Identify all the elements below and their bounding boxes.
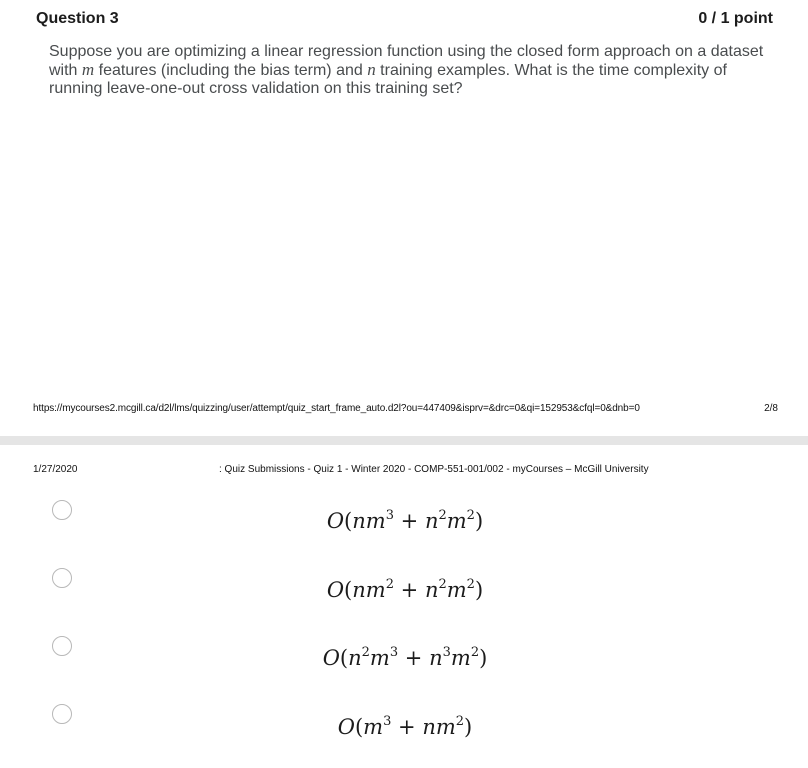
operator: + (393, 509, 425, 533)
exponent: 2 (466, 508, 475, 523)
question-text-part: Suppose you are optimizing a linear regression function using the closed form approach on a dataset with (49, 43, 764, 79)
option-1-expression (240, 509, 570, 533)
term: m (363, 715, 384, 739)
print-footer-url: https://mycourses2.mcgill.ca/d2l/lms/quizzing/user/attempt/quiz_start_frame_auto.d2l?ou=447409&isprv=&drc=0&qi=152953&cfql=0&dnb=0 (33, 403, 640, 414)
option-1-radio[interactable] (52, 500, 72, 520)
print-footer-page: 2/8 (764, 403, 778, 414)
question-title: Question 3 (36, 10, 119, 27)
option-2-expression (240, 578, 570, 602)
exponent: 2 (466, 577, 475, 592)
operator: + (391, 715, 423, 739)
question-text-part: training examples. What is the time complexity of running leave-one-out cross validation on this training set? (49, 62, 727, 97)
paren: ( (339, 646, 349, 670)
print-header-date: 1/27/2020 (33, 464, 78, 475)
term: m (446, 509, 467, 533)
exponent: 2 (438, 577, 447, 592)
operator: + (398, 646, 430, 670)
option-4-expression (240, 715, 570, 739)
term: n (424, 509, 439, 533)
term: m (369, 646, 390, 670)
exponent: 2 (361, 645, 370, 660)
term: m (446, 578, 467, 602)
option-4-radio[interactable] (52, 704, 72, 724)
paren: ) (474, 578, 484, 602)
question-text-part: features (including the bias term) and (94, 62, 368, 79)
var-n: n (367, 60, 376, 79)
print-header-title: : Quiz Submissions - Quiz 1 - Winter 2020 - COMP-551-001/002 - myCourses – McGill University (219, 464, 649, 475)
term: n (348, 646, 362, 670)
exponent: 3 (385, 508, 394, 523)
exponent: 3 (389, 645, 399, 660)
exponent: 3 (442, 645, 451, 660)
big-o: O (322, 646, 340, 670)
exponent: 2 (438, 508, 447, 523)
option-3-expression (240, 646, 570, 670)
term: n (424, 578, 439, 602)
paren: ) (464, 715, 473, 739)
paren: ) (474, 509, 484, 533)
exponent: 2 (385, 577, 394, 592)
big-o: O (337, 715, 355, 739)
exponent: 2 (455, 714, 465, 729)
term: nm (352, 578, 386, 602)
term: m (450, 646, 471, 670)
paren: ( (344, 509, 353, 533)
option-3-radio[interactable] (52, 636, 72, 656)
page-break (0, 436, 808, 445)
big-o: O (326, 578, 345, 602)
paren: ( (344, 578, 353, 602)
term: n (429, 646, 443, 670)
paren: ( (354, 715, 364, 739)
exponent: 3 (383, 714, 392, 729)
term: nm (422, 715, 456, 739)
exponent: 2 (470, 645, 480, 660)
question-text (49, 43, 779, 98)
operator: + (393, 578, 425, 602)
big-o: O (326, 509, 345, 533)
question-score: 0 / 1 point (698, 10, 773, 27)
term: nm (352, 509, 386, 533)
var-m: m (81, 60, 95, 79)
paren: ) (479, 646, 488, 670)
option-2-radio[interactable] (52, 568, 72, 588)
